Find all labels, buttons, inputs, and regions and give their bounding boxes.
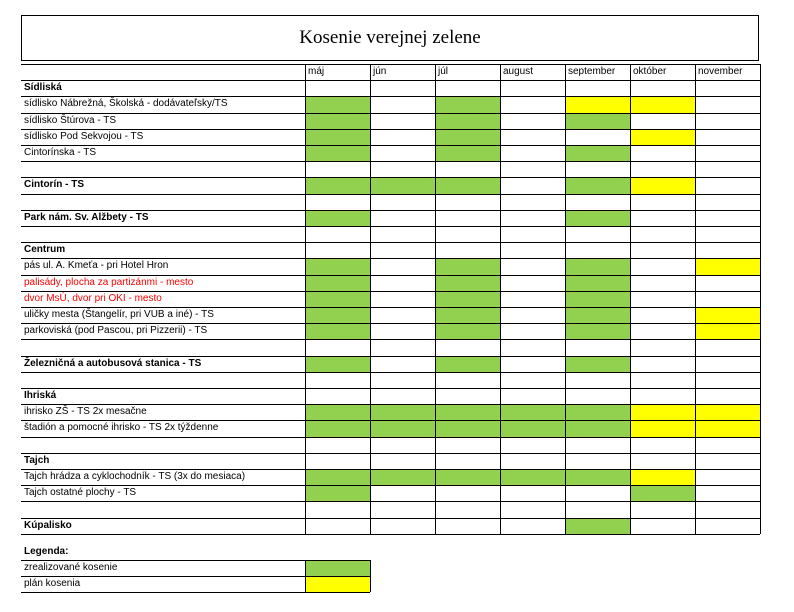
month-header-6: november [698,66,743,77]
mowing-cell [435,113,500,129]
mowing-cell [305,129,370,145]
grid-line [21,307,760,308]
mowing-cell [305,145,370,161]
mowing-cell [565,323,630,339]
grid-line [21,323,760,324]
grid-line [21,291,760,292]
mowing-cell [305,420,370,436]
mowing-cell [305,113,370,129]
mowing-cell [435,291,500,307]
mowing-cell [695,404,760,420]
mowing-cell [565,307,630,323]
mowing-cell [305,96,370,112]
grid-line [21,194,760,195]
grid-line [21,80,760,81]
section-heading: Ihriská [24,390,57,401]
mowing-cell [565,356,630,372]
mowing-cell [565,404,630,420]
mowing-cell [630,129,695,145]
mowing-cell [305,469,370,485]
month-header-5: október [633,66,667,77]
mowing-cell [435,145,500,161]
legend-title: Legenda: [24,545,69,557]
grid-line [21,469,760,470]
area-label: palisády, plocha za partizánmi - mesto [24,276,194,288]
grid-line [21,501,760,502]
mowing-cell [630,469,695,485]
grid-line [21,404,760,405]
legend-swatch [305,576,370,592]
area-label: sídlisko Pod Sekvojou - TS [24,130,144,142]
grid-line [760,64,761,534]
mowing-cell [565,518,630,534]
area-label: Park nám. Sv. Alžbety - TS [24,211,149,223]
month-header-3: august [503,66,534,77]
area-label: Železničná a autobusová stanica - TS [24,357,202,369]
grid-line [500,64,501,534]
mowing-cell [305,210,370,226]
grid-line [305,64,306,534]
grid-line [21,372,760,373]
mowing-cell [305,307,370,323]
grid-line [21,145,760,146]
grid-line [21,356,760,357]
mowing-cell [565,145,630,161]
area-label: Cintorín - TS [24,179,84,191]
mowing-cell [630,485,695,501]
grid-line [21,518,760,519]
mowing-cell [500,404,565,420]
grid-line [21,437,760,438]
grid-line [21,275,760,276]
mowing-cell [435,469,500,485]
area-label: sídlisko Štúrova - TS [24,114,117,126]
grid-line [435,64,436,534]
grid-line [21,129,760,130]
mowing-cell [565,113,630,129]
mowing-cell [305,323,370,339]
grid-line [21,64,760,65]
mowing-cell [565,469,630,485]
mowing-cell [695,258,760,274]
area-label: Cintorínska - TS [24,147,97,158]
grid-line [565,64,566,534]
grid-line [21,161,760,162]
mowing-cell [695,420,760,436]
mowing-cell [435,323,500,339]
area-label: dvor MsÚ, dvor pri OKI - mesto [24,292,162,304]
mowing-cell [565,420,630,436]
legend-swatch [305,560,370,576]
grid-line [21,592,370,593]
mowing-cell [435,356,500,372]
area-label: pás ul. A. Kmeťa - pri Hotel Hron [24,260,169,272]
mowing-cell [305,275,370,291]
section-heading: Centrum [24,244,66,256]
month-header-2: júl [438,66,449,77]
mowing-cell [565,291,630,307]
mowing-cell [565,177,630,193]
month-header-4: september [568,66,616,77]
grid-line [21,453,760,454]
section-heading: Tajch [24,454,50,466]
mowing-cell [695,323,760,339]
mowing-cell [630,420,695,436]
grid-line [370,64,371,534]
grid-line [21,339,760,340]
area-label: parkoviská (pod Pascou, pri Pizzerii) - TS [24,325,208,337]
grid-line [630,64,631,534]
grid-line [21,560,370,561]
legend-label: zrealizované kosenie [24,562,118,573]
grid-line [305,560,306,592]
mowing-cell [305,485,370,501]
grid-line [21,242,760,243]
grid-line [21,420,760,421]
mowing-cell [435,129,500,145]
area-label: ihrisko ZŠ - TS 2x mesačne [24,406,147,418]
mowing-cell [305,291,370,307]
mowing-cell [305,356,370,372]
mowing-cell [630,96,695,112]
mowing-cell [630,404,695,420]
area-label: sídlisko Nábrežná, Školská - dodávateľsky/TS [24,98,228,110]
legend-label: plán kosenia [24,578,81,590]
mowing-cell [435,420,500,436]
mowing-cell [435,96,500,112]
grid-line [21,113,760,114]
page-title: Kosenie verejnej zelene [21,15,759,61]
mowing-cell [565,258,630,274]
section-heading: Sídliská [24,82,62,94]
grid-line [21,177,760,178]
area-label: uličky mesta (Štangelír, pri VUB a iné) - TS [24,309,214,320]
mowing-cell [565,275,630,291]
mowing-cell [370,469,435,485]
mowing-cell [305,404,370,420]
mowing-cell [370,404,435,420]
mowing-cell [370,177,435,193]
mowing-cell [500,469,565,485]
mowing-cell [435,275,500,291]
grid-line [21,226,760,227]
grid-line [21,258,760,259]
grid-line [21,576,370,577]
mowing-cell [435,177,500,193]
mowing-cell [565,96,630,112]
mowing-cell [630,177,695,193]
mowing-cell [500,420,565,436]
grid-line [21,388,760,389]
area-label: Tajch ostatné plochy - TS [24,487,137,499]
mowing-cell [565,210,630,226]
mowing-cell [435,404,500,420]
area-label: Tajch hrádza a cyklochodník - TS (3x do mesiaca) [24,471,246,482]
month-header-0: máj [308,66,325,77]
mowing-cell [305,177,370,193]
grid-line [21,96,760,97]
month-header-1: jún [373,66,387,77]
area-label: Kúpalisko [24,519,72,531]
mowing-cell [305,258,370,274]
mowing-cell [435,258,500,274]
grid-line [21,534,760,535]
mowing-cell [435,307,500,323]
grid-line [21,485,760,486]
grid-line [21,210,760,211]
mowing-cell [695,307,760,323]
grid-line [695,64,696,534]
area-label: štadión a pomocné ihrisko - TS 2x týždenne [24,422,219,434]
grid-line [370,560,371,592]
mowing-cell [370,420,435,436]
